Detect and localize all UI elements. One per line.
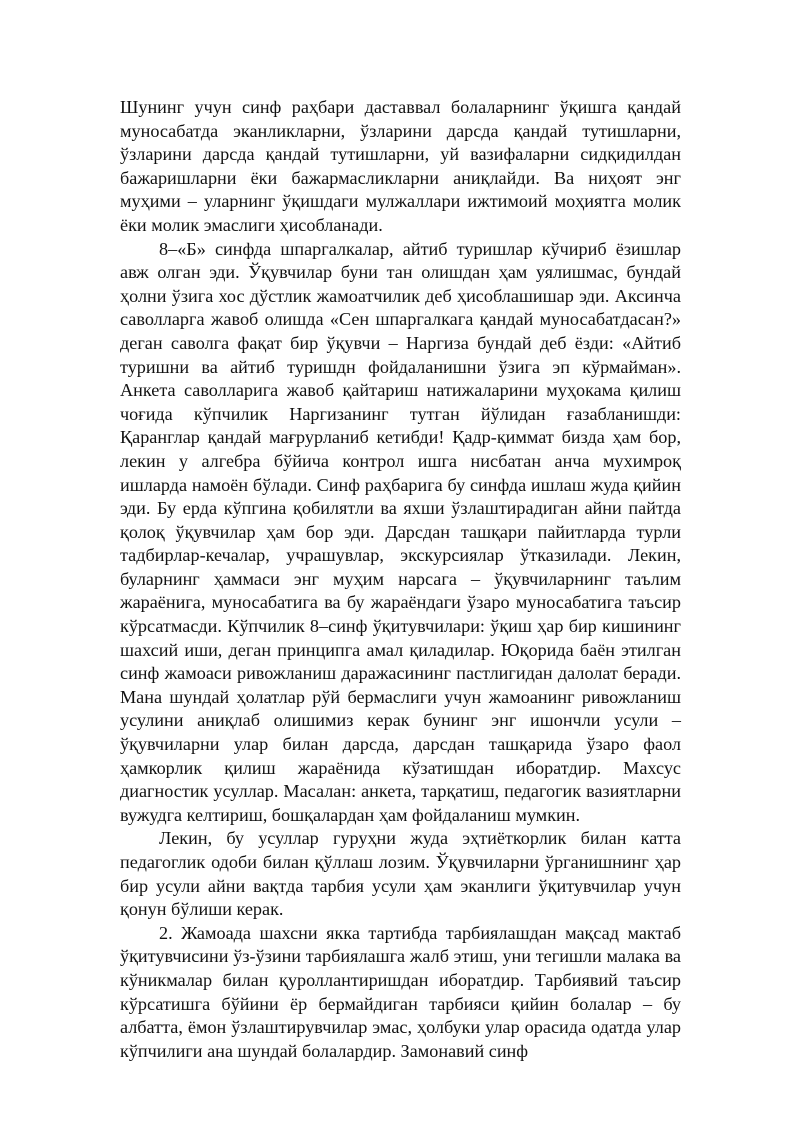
paragraph-2: 8–«Б» синфда шпаргалкалар, айтиб туришлар кўчириб ёзишлар авж олган эди. Ўқувчилар буни тан олишдан ҳам уялишмас, бундай ҳолни ўзига хос дўстлик жамоатчилик деб ҳисоблашишар эди. Аксинча саволларга жавоб олишда «Сен шпаргалкага қандай муносабатдасан?» деган саволга фақат бир ўқувчи – Наргиза бундай деб ёзди: «Айтиб туришни ва айтиб туришдн фойдаланишни ўзига эп кўрмайман». Анкета саволларига жавоб қайтариш натижаларини муҳокама қилиш чоғида кўпчилик Наргизанинг тутган йўлидан ғазабланишди: Қаранглар қандай мағрурланиб кетибди! Қадр-қиммат бизда ҳам бор, лекин у алгебра бўйича контрол ишга нисбатан анча мухимроқ ишларда намоён бўлади. Синф раҳбарига бу синфда ишлаш жуда қийин эди. Бу ерда кўпгина қобилятли ва яхши ўзлаштирадиган айни пайтда қолоқ ўқувчилар ҳам бор эди. Дарсдан ташқари пайитларда турли тадбирлар-кечалар, учрашувлар, экскурсиялар ўтказилади. Лекин, буларнинг ҳаммаси энг муҳим нарсага – ўқувчиларнинг таълим жараёнига, муносабатига ва бу жараёндаги ўзаро муносабатига таъсир кўрсатмасди. Кўпчилик 8–синф ўқитувчилари: ўқиш ҳар бир кишининг шахсий иши, деган принципга амал қиладилар. Юқорида баён этилган синф жамоаси ривожланиш даражасининг пастлигидан далолат беради. Мана шундай ҳолатлар рўй бермаслиги учун жамоанинг ривожланиш усулини аниқлаб олишимиз керак бунинг энг ишончли усули – ўқувчиларни улар билан дарсда, дарсдан ташқарида ўзаро фаол ҳамкорлик қилиш жараёнида кўзатишдан иборатдир. Махсус диагностик усуллар. Масалан: анкета, тарқатиш, педагогик вазиятларни вужудга келтириш, бошқалардан ҳам фойдаланиш мумкин. bbox=[120, 238, 681, 825]
paragraph-3: Лекин, бу усуллар гуруҳни жуда эҳтиёткорлик билан катта педагоглик одоби билан қўллаш лозим. Ўқувчиларни ўрганишнинг ҳар бир усули айни вақтда тарбия усули ҳам эканлиги ўқитувчилар учун қонун бўлиши керак. bbox=[120, 828, 681, 920]
document-page bbox=[120, 96, 681, 1063]
paragraph-4: 2. Жамоада шахсни якка тартибда тарбиялашдан мақсад мактаб ўқитувчисини ўз-ўзини тарбиялашга жалб этиш, уни тегишли малака ва кўникмалар билан қуроллантиришдан иборатдир. Тарбиявий таъсир кўрсатишга бўйини ёр бермайдиган тарбияси қийин болалар – бу албатта, ёмон ўзлаштирувчилар эмас, ҳолбуки улар орасида одатда улар кўпчилиги ана шундай болалардир. Замонавий синф bbox=[120, 922, 681, 1061]
paragraph-1: Шунинг учун синф раҳбари даставвал болаларнинг ўқишга қандай муносабатда эканликларни, ўзларини дарсда қандай тутишларни, ўзларини дарсда қандай тутишларни, уй вазифаларни сидқидилдан бажаришларни ёки бажармасликларни аниқлайди. Ва ниҳоят энг муҳими – уларнинг ўқишдаги мулжаллари ижтимоий моҳиятга молик ёки молик эмаслиги ҳисобланади. bbox=[120, 97, 681, 235]
